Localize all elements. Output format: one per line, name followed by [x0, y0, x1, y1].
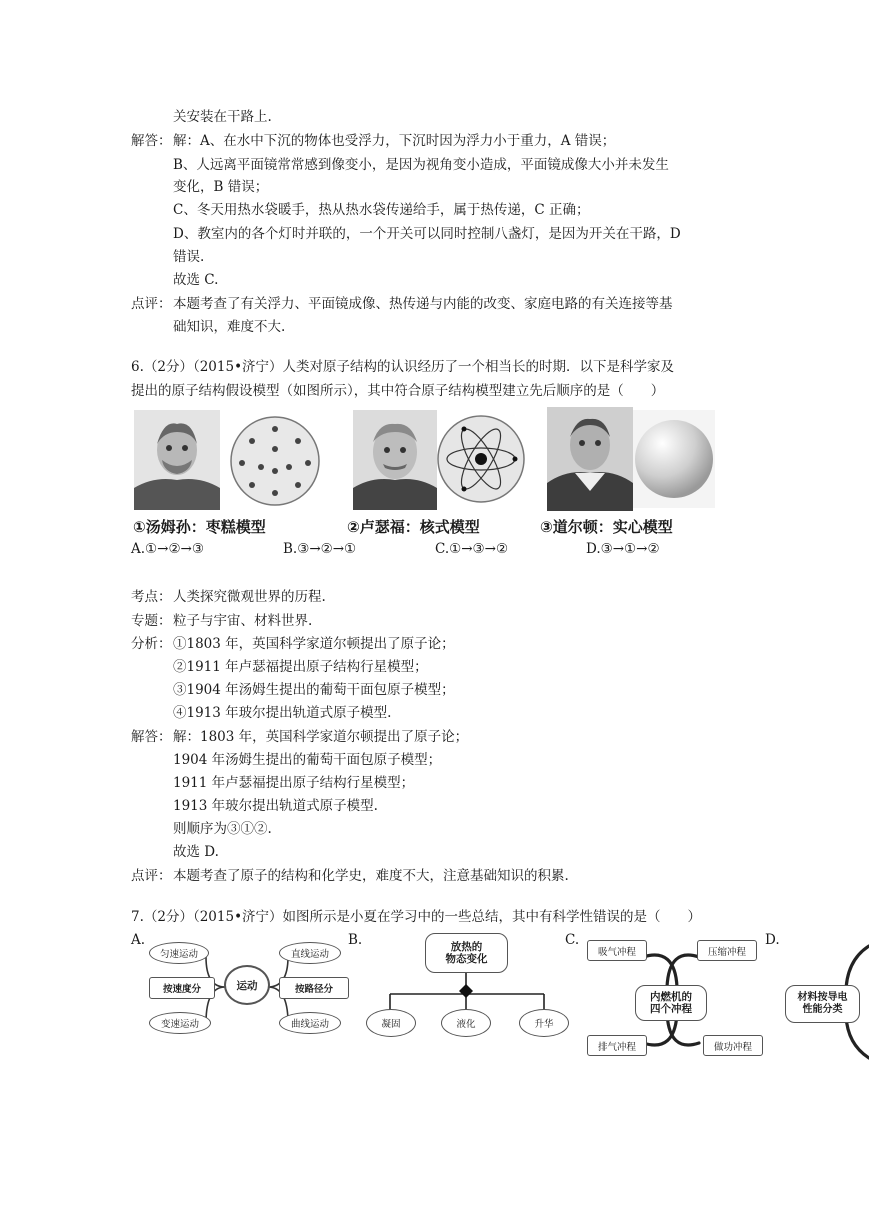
q5-comment-line: 础知识，难度不大. — [173, 319, 286, 335]
diagB-item: 液化 — [441, 1009, 491, 1037]
q6-zhuanti: 粒子与宇宙、材料世界. — [173, 613, 313, 629]
q5-answer-line: 错误. — [173, 249, 205, 265]
plum-pudding-model-icon — [228, 415, 323, 507]
rutherford-portrait — [353, 410, 437, 510]
diagD-center: 材料按导电 性能分类 — [785, 985, 860, 1023]
rutherford-caption: ②卢瑟福：核式模型 — [347, 518, 480, 536]
solid-sphere-model-icon — [633, 410, 715, 508]
q5-answer-line: C、冬天用热水袋暖手，热从热水袋传递给手，属于热传递，C 正确； — [173, 202, 590, 218]
q6-comment-label: 点评： — [131, 868, 172, 884]
diagA-left-mid: 按速度分 — [149, 977, 215, 999]
q5-comment-line: 本题考查了有关浮力、平面镜成像、热传递与内能的改变、家庭电路的有关连接等基 — [173, 296, 673, 312]
q5-answer-line: 故选 C. — [173, 272, 219, 288]
diagA-left-top: 匀速运动 — [149, 942, 209, 964]
diagA-right-top: 直线运动 — [279, 942, 341, 964]
q6-option-c[interactable]: C.①→③→② — [435, 541, 509, 557]
q7-option-c[interactable]: C. — [565, 932, 580, 948]
diagram-b-connectors — [360, 970, 570, 1010]
thomson-caption: ①汤姆孙：枣糕模型 — [133, 518, 266, 536]
q5-answer-line: 变化，B 错误； — [173, 179, 269, 195]
q5-answer-line: 解：A、在水中下沉的物体也受浮力，下沉时因为浮力小于重力，A 错误； — [173, 133, 616, 149]
nuclear-model-icon — [436, 414, 526, 504]
q6-answer-line: 故选 D. — [173, 844, 219, 860]
q6-answer-line: 则顺序为③①②. — [173, 821, 272, 837]
q6-kaodian: 人类探究微观世界的历程. — [173, 589, 326, 605]
q6-option-a[interactable]: A.①→②→③ — [131, 541, 204, 557]
q7-stem: 7.（2分）（2015•济宁）如图所示是小夏在学习中的一些总结，其中有科学性错误的是（ ） — [131, 909, 702, 925]
q5-answer-label: 解答： — [131, 133, 172, 149]
q5-line: 关安装在干路上. — [173, 109, 272, 125]
q6-answer-line: 1911 年卢瑟福提出原子结构行星模型； — [173, 775, 415, 791]
diagC-center: 内燃机的 四个冲程 — [635, 985, 707, 1021]
q6-answer-label: 解答： — [131, 729, 172, 745]
q6-answer-line: 解：1803 年，英国科学家道尔顿提出了原子论； — [173, 729, 469, 745]
q6-answer-line: 1913 年玻尔提出轨道式原子模型. — [173, 798, 378, 814]
q6-kaodian-label: 考点： — [131, 589, 172, 605]
diagA-right-bot: 曲线运动 — [279, 1012, 341, 1034]
diagB-item: 凝固 — [366, 1009, 416, 1037]
thomson-portrait — [134, 410, 220, 510]
diagA-right-mid: 按路径分 — [279, 977, 349, 999]
q7-option-a[interactable]: A. — [131, 932, 146, 948]
q6-comment: 本题考查了原子的结构和化学史，难度不大，注意基础知识的积累. — [173, 868, 569, 884]
q6-stem-line: 6.（2分）（2015•济宁）人类对原子结构的认识经历了一个相当长的时期．以下是科学家及 — [131, 359, 675, 375]
q6-analysis-line: ②1911 年卢瑟福提出原子结构行星模型； — [173, 659, 428, 675]
diagC-item: 吸气冲程 — [587, 940, 647, 961]
q6-option-b[interactable]: B.③→②→① — [283, 541, 357, 557]
q6-zhuanti-label: 专题： — [131, 613, 172, 629]
q6-stem-line: 提出的原子结构假设模型（如图所示），其中符合原子结构模型建立先后顺序的是（ ） — [131, 383, 665, 399]
diagC-item: 排气冲程 — [587, 1035, 647, 1056]
q5-answer-line: D、教室内的各个灯时并联的，一个开关可以同时控制八盏灯，是因为开关在干路，D — [173, 226, 681, 242]
q7-option-d[interactable]: D. — [765, 932, 780, 948]
dalton-caption: ③道尔顿：实心模型 — [540, 518, 673, 536]
diagC-item: 做功冲程 — [703, 1035, 763, 1056]
q6-answer-line: 1904 年汤姆生提出的葡萄干面包原子模型； — [173, 752, 442, 768]
diagC-item: 压缩冲程 — [697, 940, 757, 961]
diagA-center: 运动 — [224, 965, 270, 1005]
q7-option-b[interactable]: B. — [348, 932, 363, 948]
dalton-portrait — [547, 407, 633, 511]
q6-analysis-line: ④1913 年玻尔提出轨道式原子模型. — [173, 705, 392, 721]
q6-analysis-line: ③1904 年汤姆生提出的葡萄干面包原子模型； — [173, 682, 455, 698]
q6-analysis-line: ①1803 年，英国科学家道尔顿提出了原子论； — [173, 636, 455, 652]
q5-comment-label: 点评： — [131, 296, 172, 312]
q6-analysis-label: 分析： — [131, 636, 172, 652]
diagA-left-bot: 变速运动 — [149, 1012, 211, 1034]
diagB-item: 升华 — [519, 1009, 569, 1037]
diagB-title: 放热的 物态变化 — [425, 933, 508, 973]
q5-answer-line: B、人远离平面镜常常感到像变小，是因为视角变小造成，平面镜成像大小并未发生 — [173, 157, 669, 173]
q6-option-d[interactable]: D.③→①→② — [586, 541, 660, 557]
